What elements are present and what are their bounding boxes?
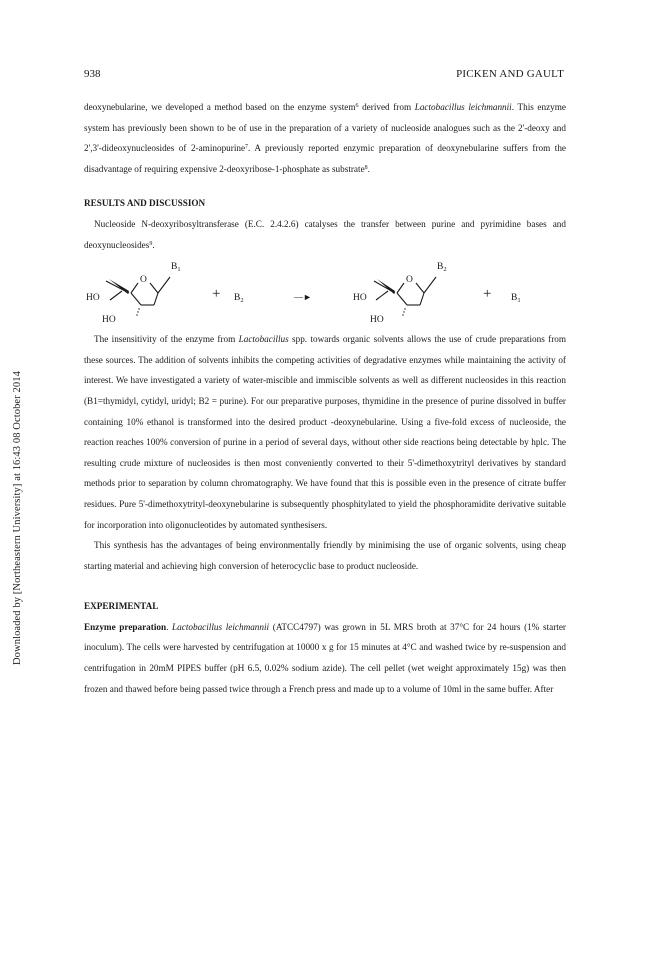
running-head (84, 68, 564, 82)
running-head-authors: PICKEN AND GAULT (456, 68, 564, 80)
reference-7[interactable]: 7 (245, 144, 249, 151)
plus-sign-2: + (483, 286, 492, 303)
left-base-label: $B_1$ (171, 262, 181, 274)
reference-9[interactable]: 9 (149, 240, 153, 247)
article-body (84, 97, 566, 699)
base-b2-label: $B_2$ (234, 293, 244, 305)
left-sugar-ring (106, 277, 170, 305)
enzyme-preparation-lead: Enzyme preparation (84, 621, 167, 632)
base-b1-label: $B_1$ (511, 293, 521, 305)
download-watermark: Downloaded by [Northeastern University] at 16:43 08 October 2014 (12, 371, 23, 665)
experimental-heading: EXPERIMENTAL (84, 601, 159, 612)
results-paragraph-3: This synthesis has the advantages of being environmentally friendly by minimising the use of organic solvents, using cheap starting material and achieving high conversion of heterocyclic base to product nucleoside. (84, 540, 566, 571)
results-paragraph-2: The insensitivity of the enzyme from Lactobacillus spp. towards organic solvents allows the use of crude preparations from these sources. The addition of solvents inhibits the competing activities of degradative enzymes while maintaining the activity of interest. We have investigated a variety of water-miscible and immiscible solvents as well as different nucleosides in this reaction (B1=thymidyl, cytidyl, uridyl; B2 = purine). For our preparative purposes, thymidine in the presence of purine dissolved in buffer containing 10% ethanol is transformed into the desired product -deoxynebularine. Using a five-fold excess of nucleoside, the reaction reaches 100% conversion of purine in a period of several days, without other side reactions being detectable by hplc. The resulting crude mixture of nucleosides is then most conveniently converted to their 5'-dimethoxytrityl derivatives by standard methods prior to separation by column chromatography. We have found that this is possible even in the presence of citrate buffer residues. Pure 5'-dimethoxytrityl-deoxynebularine is subsequently phosphitylated to yield the phosphoramidite derivative suitable for incorporation into oligonucleotides by automated synthesisers. (84, 334, 566, 530)
reaction-scheme-drawing (84, 257, 566, 327)
reference-6[interactable]: 6 (355, 103, 359, 109)
left-ring-oxygen: O (140, 275, 147, 286)
left-5-hydroxyl: HO (86, 293, 100, 304)
right-ring-oxygen: O (406, 275, 413, 286)
plus-sign-1: + (212, 286, 221, 303)
reference-8[interactable]: 8 (364, 164, 368, 171)
reaction-scheme (84, 257, 566, 327)
experimental-paragraph: Enzyme preparation. Lactobacillus leichmannii (ATCC4797) was grown in 5L MRS broth at 37°C for 24 hours (1% starter inoculum). The cells were harvested by centrifugation at 10000 x g for 15 minutes at 4°C and washed twice by re-suspension and centrifugation in 20mM PIPES buffer (pH 6.5, 0.02% sodium azide). The cell pellet (wet weight approximately 15g) was then frozen and thawed before being passed twice through a French press and made up to a volume of 10ml in the same buffer. After (84, 621, 566, 694)
results-paragraph-1: Nucleoside N-deoxyribosyltransferase (E.C. 2.4.2.6) catalyses the transfer between purine and pyrimidine bases and deoxynucleosides$^9$. (84, 218, 566, 250)
intro-paragraph: deoxynebularine, we developed a method based on the enzyme system$^6$ derived from Lactobacillus leichmannii. This enzyme system has previously been shown to be of use in the preparation of a variety of nucleoside analogues such as the 2'-deoxy and 2',3'-dideoxynucleosides of 2-aminopurine$^7$. A previously reported enzymic preparation of deoxynebularine suffers from the disadvantage of requiring expensive 2-deoxyribose-1-phosphate as substrate$^8$. (84, 102, 567, 174)
right-5-hydroxyl: HO (353, 293, 367, 304)
right-sugar-ring (374, 277, 436, 305)
right-base-label: $B_2$ (437, 262, 447, 274)
right-3-hydroxyl: HO (370, 315, 384, 326)
results-heading: RESULTS AND DISCUSSION (84, 198, 206, 209)
page-number: 938 (84, 68, 101, 80)
left-3-hydroxyl: HO (102, 315, 116, 326)
reaction-arrow: —► (294, 292, 312, 303)
